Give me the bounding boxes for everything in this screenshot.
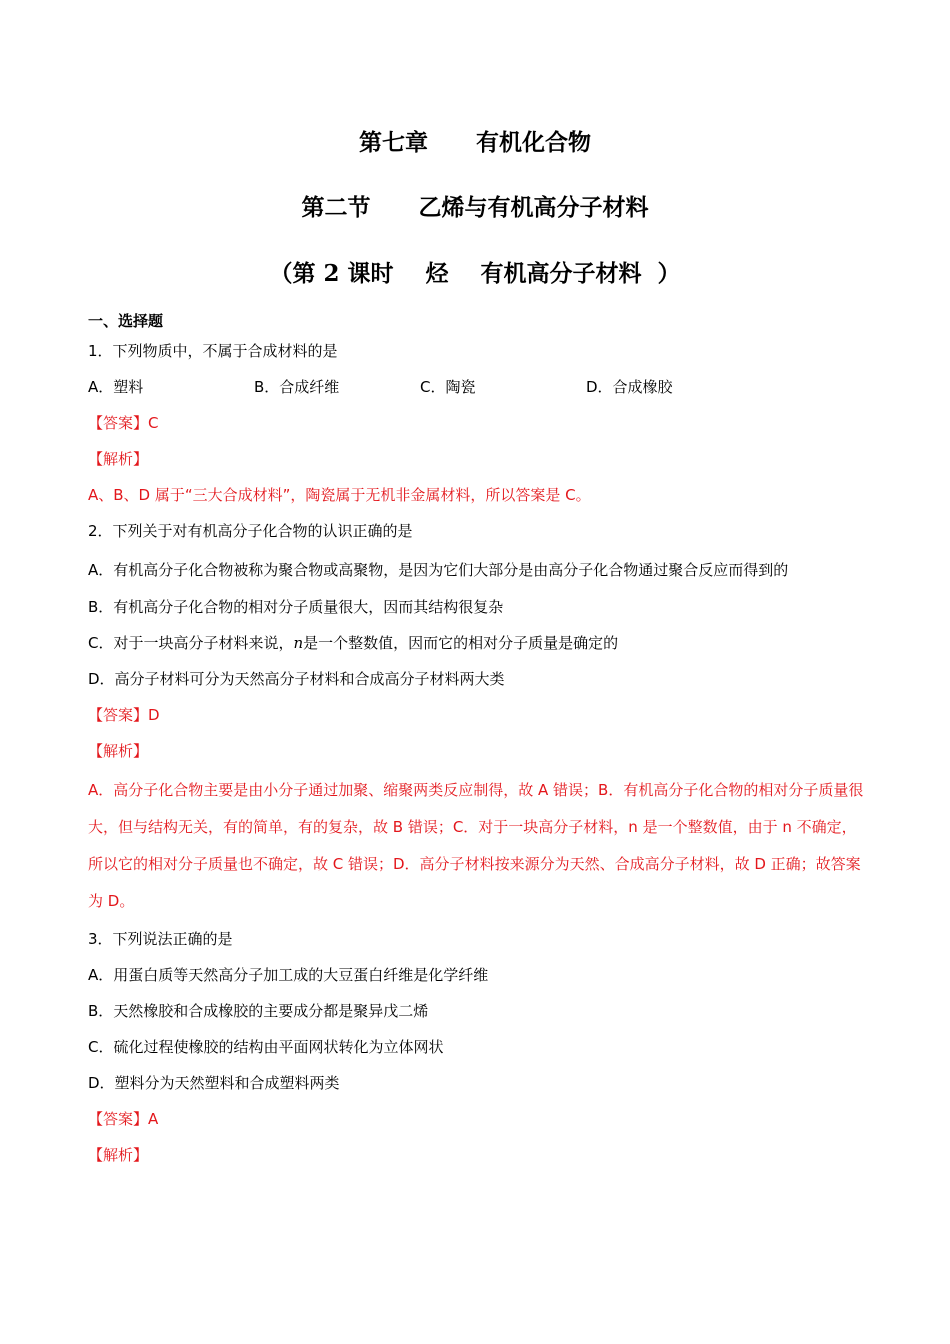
q3-answer-line [88, 1104, 868, 1140]
chapter-title: 第七章 有机化合物 [358, 129, 592, 156]
q1-stem: 1．下列物质中，不属于合成材料的是 [88, 342, 338, 360]
section-heading: 一、选择题 [88, 312, 164, 330]
q1-options [88, 372, 868, 408]
q2-option-b: B．有机高分子化合物的相对分子质量很大，因而其结构很复杂 [88, 598, 504, 616]
q1-analysis: A、B、D 属于“三大合成材料”，陶瓷属于无机非金属材料，所以答案是 C。 [88, 486, 591, 504]
q3-option-b: B．天然橡胶和合成橡胶的主要成分都是聚异戊二烯 [88, 1002, 429, 1020]
q3-answer: A [148, 1110, 159, 1128]
q2-option-a: A．有机高分子化合物被称为聚合物或高聚物，是因为它们大部分是由高分子化合物通过聚合反应而得到的 [88, 561, 789, 579]
q3-stem: 3．下列说法正确的是 [88, 930, 233, 948]
q1-option-c: C．陶瓷 [420, 378, 476, 396]
answer-label: 【答案】 [88, 1110, 149, 1128]
q1-answer: C [148, 414, 159, 432]
q2-analysis-label: 【解析】 [88, 742, 149, 760]
answer-label: 【答案】 [88, 414, 149, 432]
q2-analysis: A．高分子化合物主要是由小分子通过加聚、缩聚两类反应制得，故 A 错误；B．有机高分子化合物的相对分子质量很大，但与结构无关，有的简单，有的复杂，故 B 错误；C．对于一块高分子材料，n 是一个整数值，由于 n 不确定，所以它的相对分子质量也不确定，故 C 错误；D．高分子材料按来源分为天然、合成高分子材料，故 D 正确；故答案为 D。 [88, 781, 864, 910]
q3-option-a: A．用蛋白质等天然高分子加工成的大豆蛋白纤维是化学纤维 [88, 966, 489, 984]
q2-option-c-pre: C．对于一块高分子材料来说， [88, 634, 294, 652]
q2-answer: D [148, 706, 160, 724]
q2-option-c [88, 628, 868, 664]
q2-stem: 2．下列关于对有机高分子化合物的认识正确的是 [88, 522, 413, 540]
q1-option-a: A．塑料 [88, 378, 144, 396]
question-content [88, 306, 868, 1176]
q3-option-c: C．硫化过程使橡胶的结构由平面网状转化为立体网状 [88, 1038, 444, 1056]
q1-option-b: B．合成纤维 [254, 378, 340, 396]
q3-option-d: D．塑料分为天然塑料和合成塑料两类 [88, 1074, 340, 1092]
q2-option-c-post: 是一个整数值，因而它的相对分子质量是确定的 [303, 634, 619, 652]
q2-option-c-var: n [293, 634, 304, 652]
q2-option-d: D．高分子材料可分为天然高分子材料和合成高分子材料两大类 [88, 670, 505, 688]
q1-analysis-label: 【解析】 [88, 450, 149, 468]
q1-answer-line [88, 408, 868, 444]
lesson-title: （第 2 课时 烃 有机高分子材料 ） [269, 260, 681, 287]
q2-answer-line [88, 700, 868, 736]
section-title: 第二节 乙烯与有机高分子材料 [301, 194, 649, 221]
q1-option-d: D．合成橡胶 [586, 378, 673, 396]
answer-label: 【答案】 [88, 706, 149, 724]
q3-analysis-label: 【解析】 [88, 1146, 149, 1164]
